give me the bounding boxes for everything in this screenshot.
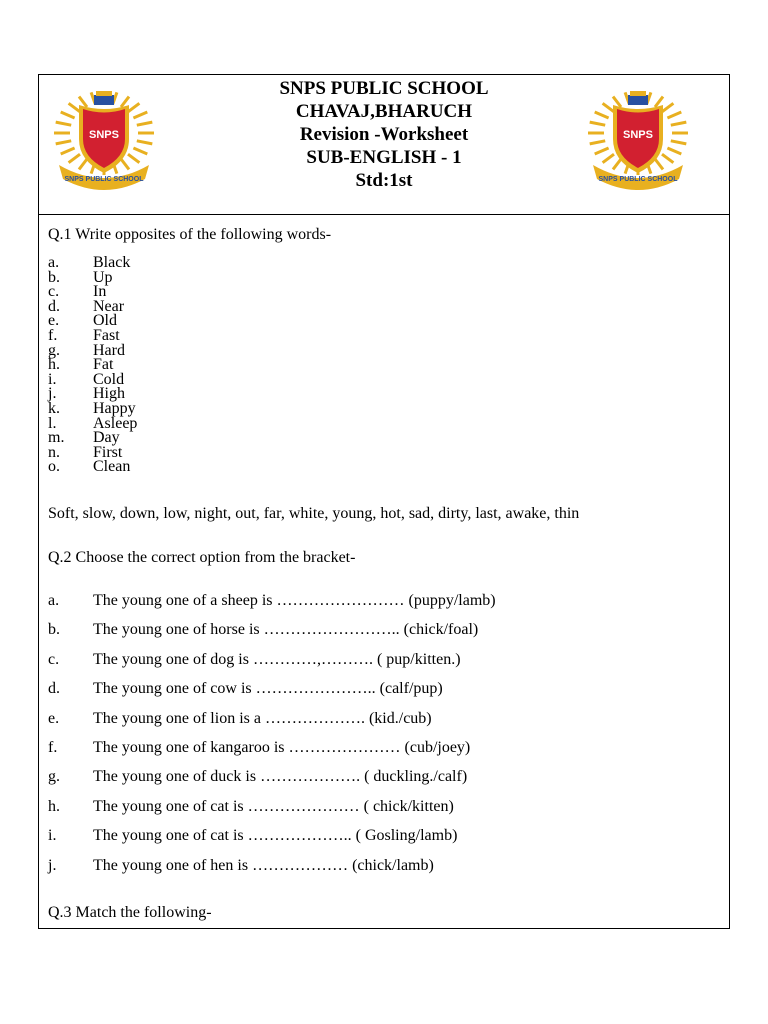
q2-item-sentence: The young one of a sheep is …………………… (puppy/lamb) bbox=[93, 592, 496, 609]
q2-item-letter: c. bbox=[48, 650, 60, 668]
q1-item-word: Near bbox=[93, 297, 125, 315]
q1-item-letter: i. bbox=[48, 370, 57, 388]
svg-text:SNPS: SNPS bbox=[89, 129, 119, 141]
q2-item-sentence: The young one of duck is ………………. ( duckling./calf) bbox=[93, 768, 468, 786]
q1-item-word: First bbox=[93, 443, 123, 461]
q1-item-word: Old bbox=[93, 312, 117, 330]
q1-item-word: Asleep bbox=[93, 414, 138, 432]
worksheet-frame bbox=[38, 74, 730, 929]
q1-item-word: Cold bbox=[93, 370, 125, 388]
q2-item-letter: j. bbox=[48, 856, 57, 874]
q1-item-letter: d. bbox=[48, 297, 60, 315]
q2-item-sentence: The young one of hen is ……………… (chick/lamb) bbox=[93, 856, 434, 874]
q2-item-sentence: The young one of dog is …………,………. ( pup/kitten.) bbox=[93, 650, 461, 668]
q1-item-word: Day bbox=[93, 429, 120, 447]
q1-item-letter: k. bbox=[48, 399, 60, 417]
q3-title: Q.3 Match the following- bbox=[48, 904, 212, 921]
q1-item-letter: m. bbox=[48, 429, 65, 447]
q1-item-letter: a. bbox=[48, 254, 60, 271]
q2-title: Q.2 Choose the correct option from the bracket- bbox=[48, 549, 356, 566]
q2-item-letter: g. bbox=[48, 768, 60, 786]
q1-item-word: Hard bbox=[93, 341, 125, 359]
q2-item-sentence: The young one of lion is a ………………. (kid./cub) bbox=[93, 709, 432, 727]
q2-item-letter: f. bbox=[48, 738, 58, 756]
q1-item-word: Fast bbox=[93, 326, 120, 344]
q1-item-word: In bbox=[93, 283, 107, 301]
q2-item-letter: d. bbox=[48, 680, 60, 698]
q2-item-letter: a. bbox=[48, 592, 60, 609]
svg-text:SNPS: SNPS bbox=[623, 129, 653, 141]
worksheet-header bbox=[39, 75, 729, 215]
q1-item-letter: n. bbox=[48, 443, 60, 461]
q2-item-letter: i. bbox=[48, 827, 57, 845]
q1-item-word: Clean bbox=[93, 458, 131, 476]
school-name: SNPS PUBLIC SCHOOL bbox=[279, 78, 489, 99]
q2-item-sentence: The young one of cow is ………………….. (calf/pup) bbox=[93, 680, 443, 698]
q2-item-sentence: The young one of cat is ………………… ( chick/kitten) bbox=[93, 797, 454, 815]
q1-item-letter: c. bbox=[48, 283, 60, 301]
header-text bbox=[199, 77, 569, 192]
q2-item-sentence: The young one of kangaroo is ………………… (cub/joey) bbox=[93, 738, 471, 756]
q2-item-letter: h. bbox=[48, 797, 60, 815]
q1-title: Q.1 Write opposites of the following words- bbox=[48, 226, 332, 243]
worksheet-title: Revision -Worksheet bbox=[299, 124, 469, 145]
q1-item-letter: f. bbox=[48, 326, 58, 344]
q2-item-letter: b. bbox=[48, 621, 60, 639]
q2-item-sentence: The young one of horse is …………………….. (chick/foal) bbox=[93, 621, 479, 639]
q1-item-letter: l. bbox=[48, 414, 57, 432]
subject-line: SUB-ENGLISH - 1 bbox=[306, 147, 462, 168]
q1-item-letter: h. bbox=[48, 356, 60, 374]
q1-item-letter: o. bbox=[48, 458, 60, 476]
q1-item-word: Black bbox=[93, 254, 131, 271]
q1-item-letter: e. bbox=[48, 312, 60, 330]
q1-item-word: High bbox=[93, 385, 125, 403]
q2-item-sentence: The young one of cat is ……………….. ( Gosling/lamb) bbox=[93, 827, 458, 845]
q1-item-letter: j. bbox=[48, 385, 57, 403]
q1-item-word: Happy bbox=[93, 399, 136, 417]
svg-text:SNPS PUBLIC SCHOOL: SNPS PUBLIC SCHOOL bbox=[598, 176, 678, 183]
q1-item-word: Up bbox=[93, 268, 113, 286]
q1-item-letter: b. bbox=[48, 268, 60, 286]
q2-item-letter: e. bbox=[48, 709, 60, 727]
svg-text:SNPS PUBLIC SCHOOL: SNPS PUBLIC SCHOOL bbox=[64, 176, 144, 183]
school-logo-right bbox=[583, 83, 693, 193]
q1-item-word: Fat bbox=[93, 356, 114, 374]
school-location: CHAVAJ,BHARUCH bbox=[295, 101, 473, 122]
q1-item-letter: g. bbox=[48, 341, 60, 359]
standard-line: Std:1st bbox=[355, 170, 413, 191]
q1-options: Soft, slow, down, low, night, out, far, white, young, hot, sad, dirty, last, awake, thin bbox=[48, 505, 580, 522]
school-logo-left bbox=[49, 83, 159, 193]
